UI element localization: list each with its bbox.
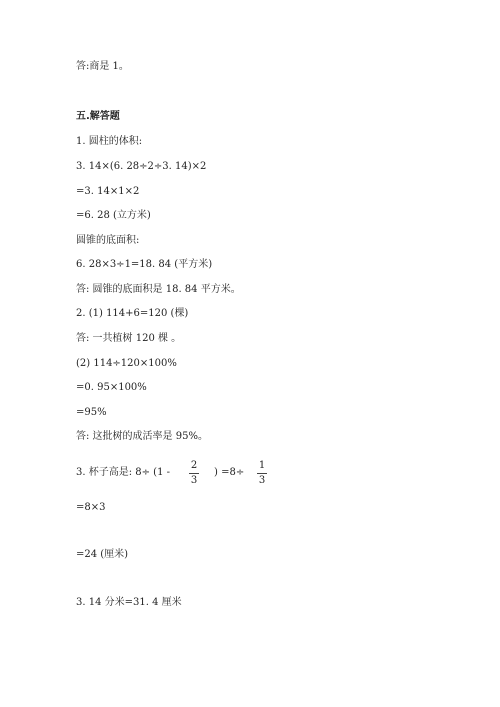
section-heading: 五.解答题 xyxy=(76,111,120,122)
fraction-one-third xyxy=(255,460,269,487)
fraction-denominator: 3 xyxy=(190,475,198,486)
line-unit-conversion: 3. 14 分米=31. 4 厘米 xyxy=(76,597,182,608)
line-calc-6: =95% xyxy=(76,407,107,418)
line-calc-7: =8×3 xyxy=(76,502,106,513)
fraction-numerator: 2 xyxy=(190,460,198,471)
fraction-two-thirds xyxy=(187,460,201,487)
line-calc-2: =3. 14×1×2 xyxy=(76,186,140,197)
fraction-bar xyxy=(189,473,199,474)
line-answer-trees: 答: 一共植树 120 棵 。 xyxy=(76,333,182,344)
line-cylinder-volume-label: 1. 圆柱的体积: xyxy=(76,136,143,147)
line-calc-4: 6. 28×3÷1=18. 84 (平方米) xyxy=(76,259,213,270)
line-cone-base-label: 圆锥的底面积: xyxy=(76,235,140,246)
line-calc-8: =24 (厘米) xyxy=(76,549,129,560)
q3-middle: ) =8÷ xyxy=(214,467,245,478)
line-q2-part1: 2. (1) 114+6=120 (棵) xyxy=(76,308,189,319)
line-calc-1: 3. 14×(6. 28÷2÷3. 14)×2 xyxy=(76,161,207,172)
line-calc-5: =0. 95×100% xyxy=(76,382,147,393)
line-answer-quotient: 答:商是 1。 xyxy=(76,61,129,72)
q3-prefix: 3. 杯子高是: 8÷ (1 - xyxy=(76,467,171,478)
fraction-bar xyxy=(257,473,267,474)
line-calc-3: =6. 28 (立方米) xyxy=(76,210,151,221)
line-answer-rate: 答: 这批树的成活率是 95%。 xyxy=(76,431,208,442)
fraction-numerator: 1 xyxy=(258,460,266,471)
line-q2-part2: (2) 114÷120×100% xyxy=(76,358,177,369)
line-answer-cone: 答: 圆锥的底面积是 18. 84 平方米。 xyxy=(76,284,241,295)
fraction-denominator: 3 xyxy=(258,475,266,486)
